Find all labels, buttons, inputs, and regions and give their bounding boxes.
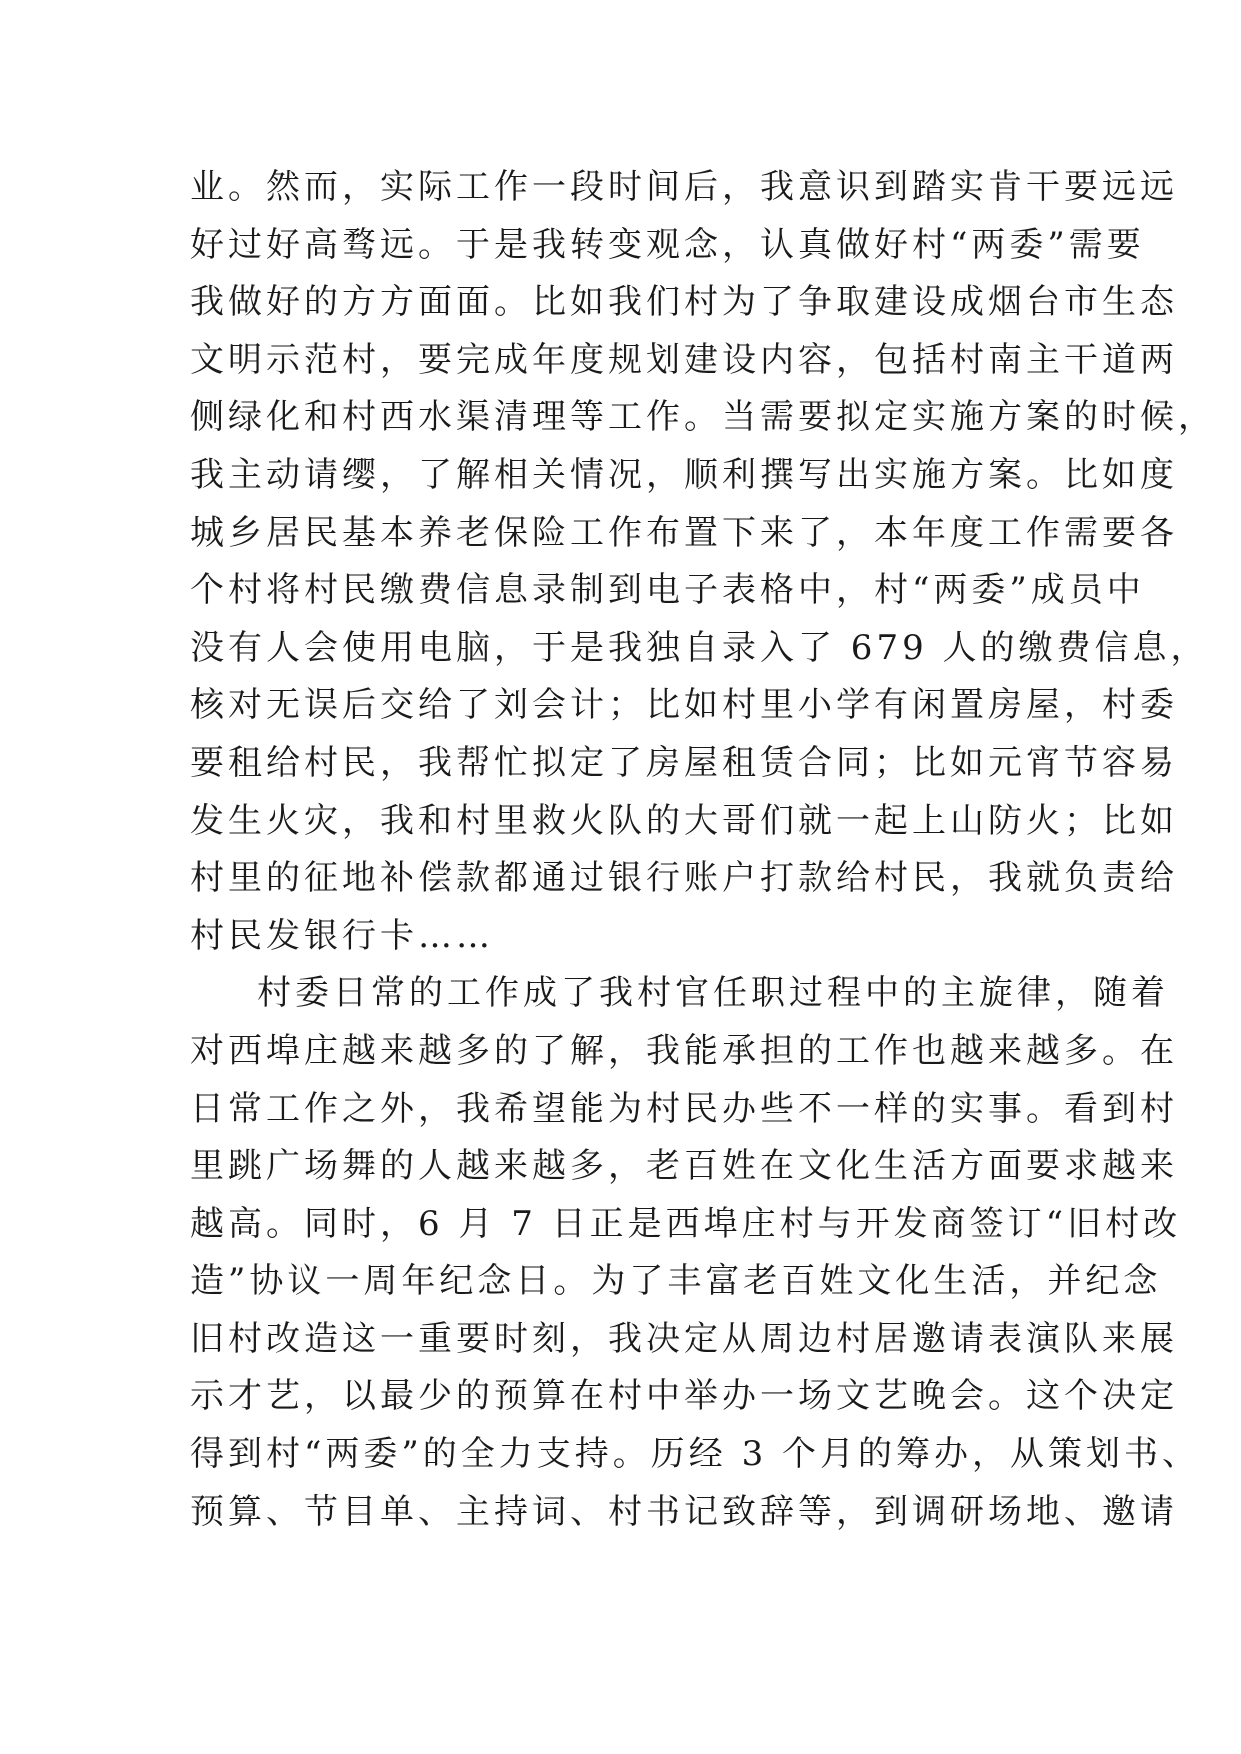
text-line: 日常工作之外，我希望能为村民办些不一样的实事。看到村 [190, 1088, 1178, 1129]
text-line: 侧绿化和村西水渠清理等工作。当需要拟定实施方案的时候， [190, 397, 1216, 438]
text-line: 我主动请缨，了解相关情况，顺利撰写出实施方案。比如度 [190, 454, 1178, 495]
text-line: 业。然而，实际工作一段时间后，我意识到踏实肯干要远远 [190, 167, 1178, 207]
body-text [190, 159, 1216, 1541]
text-line: 村里的征地补偿款都通过银行账户打款给村民，我就负责给 [190, 858, 1178, 899]
text-line: 城乡居民基本养老保险工作布置下来了，本年度工作需要各 [190, 512, 1178, 553]
text-line: 我做好的方方面面。比如我们村为了争取建设成烟台市生态 [190, 282, 1178, 323]
text-line: 没有人会使用电脑，于是我独自录入了 679 人的缴费信息， [190, 627, 1209, 668]
text-line: 对西埠庄越来越多的了解，我能承担的工作也越来越多。在 [190, 1030, 1178, 1071]
text-line: 村民发银行卡…… [190, 915, 494, 956]
text-line: 旧村改造这一重要时刻，我决定从周边村居邀请表演队来展 [190, 1318, 1178, 1359]
text-line: 造”协议一周年纪念日。为了丰富老百姓文化生活，并纪念 [190, 1261, 1162, 1302]
text-line: 发生火灾，我和村里救火队的大哥们就一起上山防火；比如 [190, 800, 1178, 841]
text-line: 好过好高骛远。于是我转变观念，认真做好村“两委”需要 [190, 224, 1145, 265]
text-line: 里跳广场舞的人越来越多，老百姓在文化生活方面要求越来 [190, 1146, 1178, 1187]
text-line: 预算、节目单、主持词、村书记致辞等，到调研场地、邀请 [190, 1491, 1178, 1532]
text-line: 个村将村民缴费信息录制到电子表格中，村“两委”成员中 [190, 570, 1145, 611]
text-line: 核对无误后交给了刘会计；比如村里小学有闲置房屋，村委 [190, 685, 1178, 726]
text-line: 要租给村民，我帮忙拟定了房屋租赁合同；比如元宵节容易 [190, 742, 1178, 783]
text-line: 示才艺，以最少的预算在村中举办一场文艺晚会。这个决定 [190, 1376, 1178, 1417]
text-line: 文明示范村，要完成年度规划建设内容，包括村南主干道两 [190, 339, 1178, 380]
paragraph-first-line: 村委日常的工作成了我村官任职过程中的主旋律，随着 [257, 973, 1169, 1014]
text-line: 得到村“两委”的全力支持。历经 3 个月的筹办，从策划书、 [190, 1434, 1201, 1475]
text-line: 越高。同时，6 月 7 日正是西埠庄村与开发商签订“旧村改 [190, 1203, 1182, 1244]
